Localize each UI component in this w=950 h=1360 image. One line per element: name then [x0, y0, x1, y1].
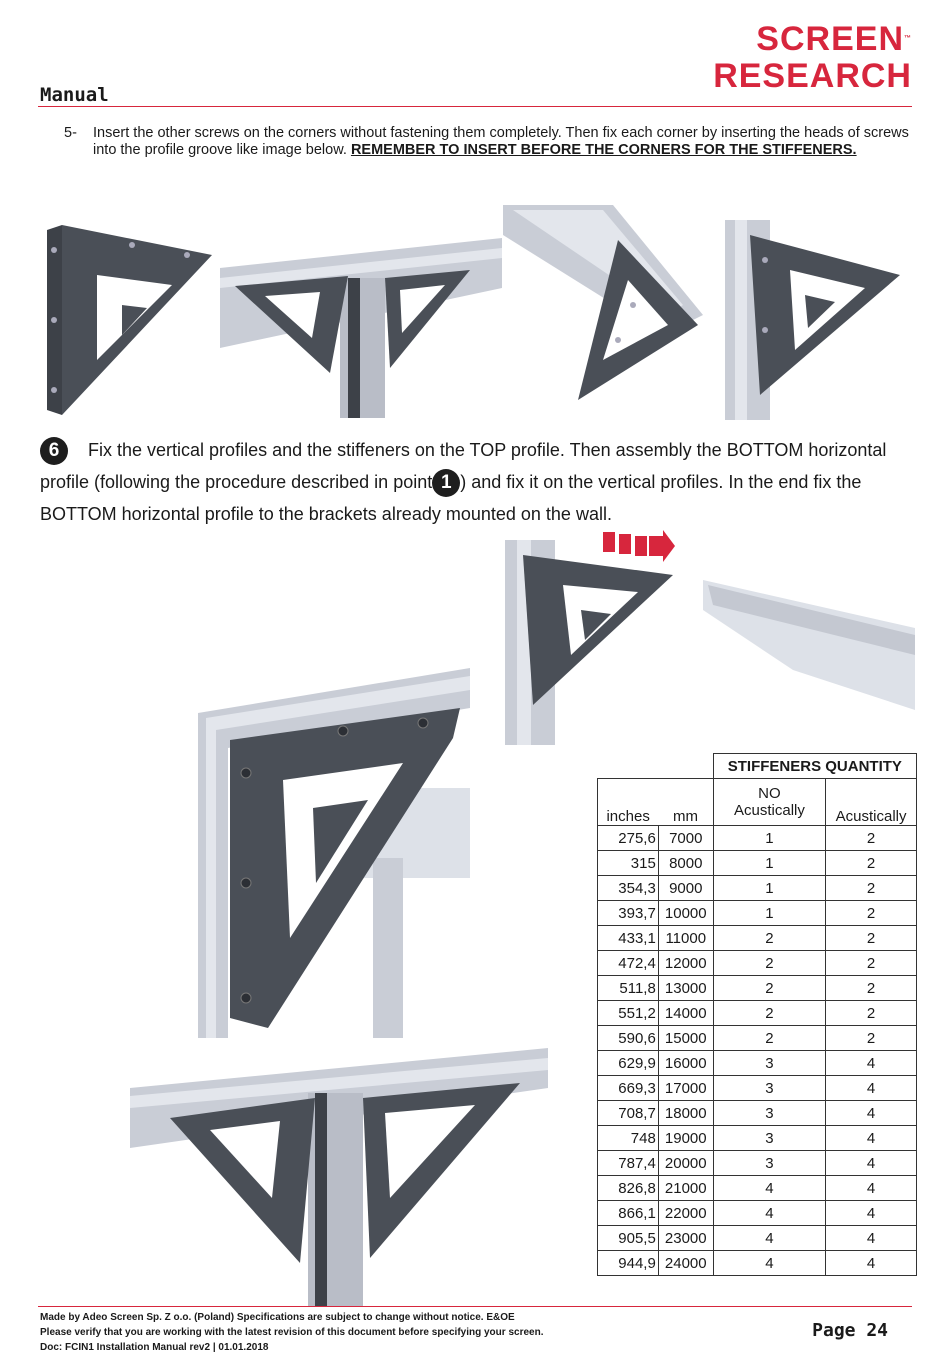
page-number: Page 24 — [812, 1320, 888, 1341]
cell-no-acustically: 3 — [713, 1151, 825, 1176]
cell-mm: 13000 — [658, 976, 713, 1001]
table-row — [598, 951, 917, 976]
cell-acustically: 4 — [826, 1251, 917, 1276]
footer-line-2: Please verify that you are working with the latest revision of this document before specifying your screen. — [40, 1327, 544, 1338]
step-6-text-a: Fix the vertical profiles and the stiffeners on the TOP profile. Then assembly the BOTTOM horizontal profile (following the procedure described in point — [40, 440, 887, 492]
cell-mm: 15000 — [658, 1026, 713, 1051]
cell-mm: 19000 — [658, 1126, 713, 1151]
step-5-instruction — [64, 125, 914, 159]
vertical-profile-corner-illustration — [720, 210, 905, 420]
cell-acustically: 4 — [826, 1101, 917, 1126]
cell-acustically: 4 — [826, 1151, 917, 1176]
cell-acustically: 4 — [826, 1076, 917, 1101]
cell-acustically: 2 — [826, 976, 917, 1001]
cell-no-acustically: 2 — [713, 1026, 825, 1051]
table-row — [598, 876, 917, 901]
cell-no-acustically: 4 — [713, 1176, 825, 1201]
table-row — [598, 1226, 917, 1251]
cell-mm: 12000 — [658, 951, 713, 976]
cell-inches: 787,4 — [598, 1151, 659, 1176]
logo-line2: RESEARCH — [713, 57, 912, 95]
cell-no-acustically: 1 — [713, 901, 825, 926]
cell-acustically: 4 — [826, 1201, 917, 1226]
cell-inches: 354,3 — [598, 876, 659, 901]
bottom-t-joint-illustration — [130, 1048, 548, 1306]
cell-mm: 24000 — [658, 1251, 713, 1276]
cell-mm: 7000 — [658, 826, 713, 851]
section-title: Manual — [40, 84, 109, 106]
brand-logo — [713, 20, 912, 95]
cell-inches: 275,6 — [598, 826, 659, 851]
cell-no-acustically: 1 — [713, 851, 825, 876]
header-divider — [38, 106, 912, 107]
cell-acustically: 2 — [826, 1026, 917, 1051]
cell-acustically: 4 — [826, 1226, 917, 1251]
cell-no-acustically: 2 — [713, 976, 825, 1001]
step-6-badge: 6 — [40, 437, 68, 465]
cell-no-acustically: 4 — [713, 1201, 825, 1226]
cell-mm: 14000 — [658, 1001, 713, 1026]
stiffeners-quantity-table — [597, 753, 917, 1276]
logo-line1: SCREEN — [756, 20, 904, 58]
corner-bracket-illustration-1 — [42, 220, 217, 420]
cell-inches: 590,6 — [598, 1026, 659, 1051]
cell-mm: 21000 — [658, 1176, 713, 1201]
cell-no-acustically: 3 — [713, 1101, 825, 1126]
cell-acustically: 4 — [826, 1176, 917, 1201]
cell-no-acustically: 3 — [713, 1126, 825, 1151]
footer-divider — [38, 1306, 912, 1307]
cell-acustically: 2 — [826, 826, 917, 851]
step-6-instruction — [40, 434, 920, 530]
cell-acustically: 2 — [826, 1001, 917, 1026]
table-title-row — [598, 754, 917, 779]
cell-mm: 18000 — [658, 1101, 713, 1126]
cell-acustically: 4 — [826, 1126, 917, 1151]
cell-mm: 20000 — [658, 1151, 713, 1176]
table-row — [598, 1101, 917, 1126]
cell-inches: 748 — [598, 1126, 659, 1151]
cell-inches: 393,7 — [598, 901, 659, 926]
step-6-text-b: ) and fix it on the vertical profiles. In the end fix the BOTTOM horizontal profile to the brackets already mounted on the wall. — [40, 472, 862, 524]
cell-no-acustically: 4 — [713, 1226, 825, 1251]
cell-acustically: 2 — [826, 951, 917, 976]
cell-mm: 8000 — [658, 851, 713, 876]
point-1-badge: 1 — [432, 469, 460, 497]
cell-inches: 826,8 — [598, 1176, 659, 1201]
cell-no-acustically: 4 — [713, 1251, 825, 1276]
table-row — [598, 901, 917, 926]
cell-inches: 708,7 — [598, 1101, 659, 1126]
cell-no-acustically: 2 — [713, 1001, 825, 1026]
table-row — [598, 1126, 917, 1151]
footer-line-3: Doc: FCIN1 Installation Manual rev2 | 01.01.2018 — [40, 1342, 269, 1353]
cell-acustically: 4 — [826, 1051, 917, 1076]
table-row — [598, 926, 917, 951]
cell-no-acustically: 1 — [713, 876, 825, 901]
cell-acustically: 2 — [826, 926, 917, 951]
logo-trademark: ™ — [904, 35, 912, 42]
table-header-row — [598, 779, 917, 826]
cell-inches: 551,2 — [598, 1001, 659, 1026]
no-label: NO — [758, 785, 781, 802]
cell-inches: 511,8 — [598, 976, 659, 1001]
footer-notes — [40, 1310, 543, 1355]
column-header-acustically: Acustically — [826, 779, 917, 826]
cell-mm: 22000 — [658, 1201, 713, 1226]
table-row — [598, 1026, 917, 1051]
table-row — [598, 826, 917, 851]
step-5-number: 5- — [64, 125, 77, 141]
cell-inches: 944,9 — [598, 1251, 659, 1276]
table-row — [598, 1076, 917, 1101]
corner-detail-illustration — [198, 668, 470, 1038]
cell-inches: 472,4 — [598, 951, 659, 976]
acustically-label: Acustically — [734, 802, 805, 819]
footer-line-1: Made by Adeo Screen Sp. Z o.o. (Poland) Specifications are subject to change without notice. E&OE — [40, 1312, 515, 1323]
corner-profile-groove-illustration — [503, 205, 703, 400]
cell-acustically: 2 — [826, 851, 917, 876]
cell-inches: 866,1 — [598, 1201, 659, 1226]
table-row — [598, 851, 917, 876]
step-5-warning: REMEMBER TO INSERT BEFORE THE CORNERS FOR THE STIFFENERS. — [350, 142, 857, 158]
cell-acustically: 2 — [826, 876, 917, 901]
column-header-mm: mm — [658, 779, 713, 826]
column-header-inches: inches — [598, 779, 659, 826]
table-row — [598, 1151, 917, 1176]
table-row — [598, 976, 917, 1001]
cell-inches: 905,5 — [598, 1226, 659, 1251]
cell-mm: 16000 — [658, 1051, 713, 1076]
table-row — [598, 1201, 917, 1226]
cell-mm: 17000 — [658, 1076, 713, 1101]
step-5-text: Insert the other screws on the corners without fastening them completely. Then fix each corner by inserting the heads of screws into the profile groove like image below. — [93, 125, 909, 158]
insertion-arrow-icon — [603, 530, 675, 562]
top-profile-stiffeners-illustration — [220, 238, 502, 418]
table-row — [598, 1251, 917, 1276]
cell-acustically: 2 — [826, 901, 917, 926]
cell-no-acustically: 3 — [713, 1051, 825, 1076]
cell-mm: 10000 — [658, 901, 713, 926]
cell-no-acustically: 1 — [713, 826, 825, 851]
cell-inches: 315 — [598, 851, 659, 876]
cell-inches: 669,3 — [598, 1076, 659, 1101]
bottom-profile-insertion-illustration — [503, 530, 918, 745]
cell-mm: 9000 — [658, 876, 713, 901]
table-row — [598, 1001, 917, 1026]
cell-no-acustically: 2 — [713, 951, 825, 976]
cell-no-acustically: 3 — [713, 1076, 825, 1101]
cell-inches: 433,1 — [598, 926, 659, 951]
table-row — [598, 1051, 917, 1076]
cell-no-acustically: 2 — [713, 926, 825, 951]
cell-inches: 629,9 — [598, 1051, 659, 1076]
table-title: STIFFENERS QUANTITY — [713, 754, 916, 779]
table-row — [598, 1176, 917, 1201]
column-header-no-acustically — [713, 779, 825, 826]
cell-mm: 23000 — [658, 1226, 713, 1251]
cell-mm: 11000 — [658, 926, 713, 951]
